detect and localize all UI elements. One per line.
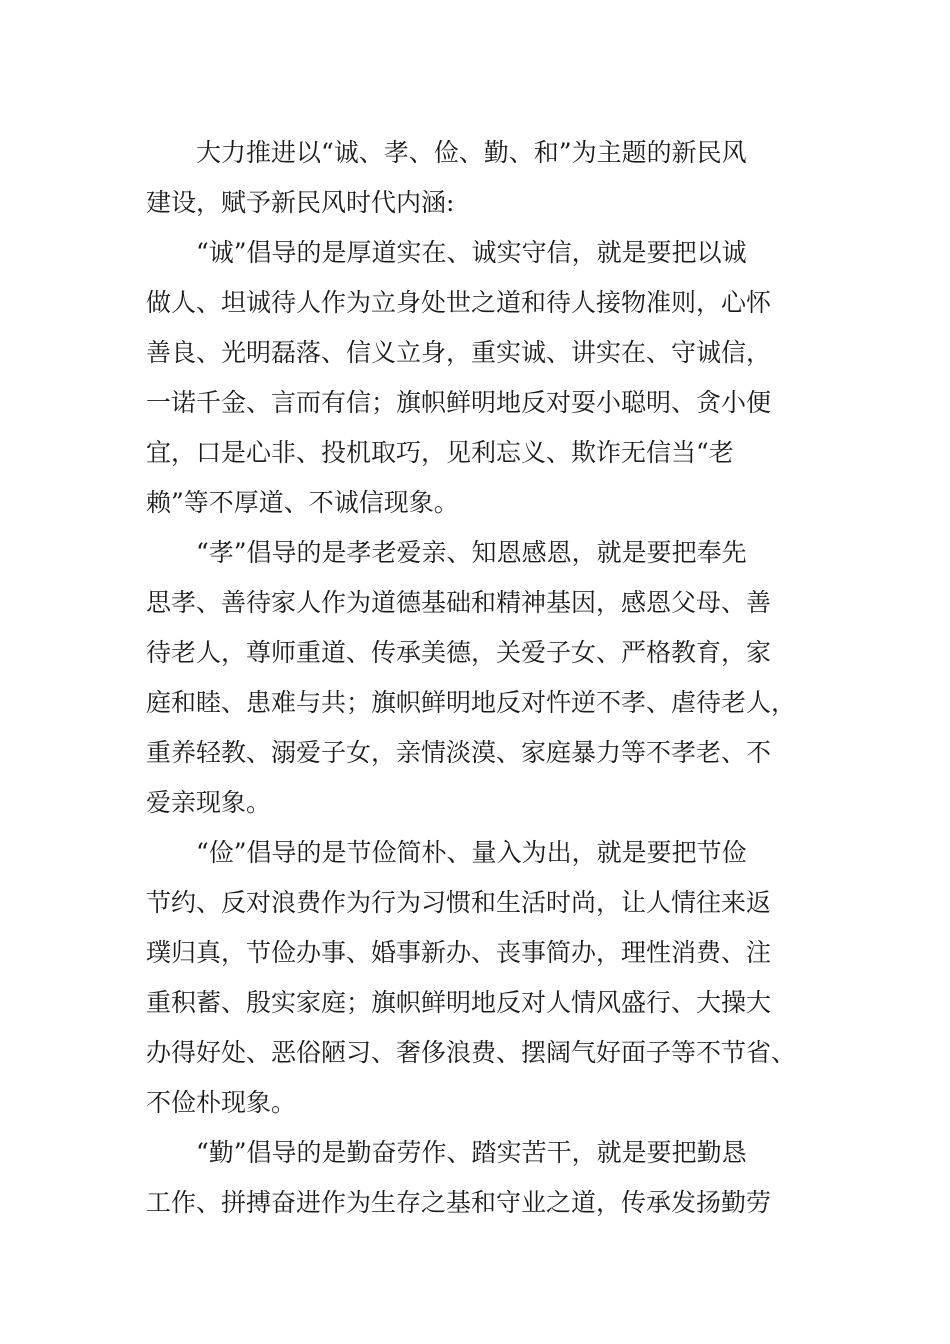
paragraph-jian-line-4: 重积蓄、殷实家庭；旗帜鲜明地反对人情风盛行、大操大 bbox=[146, 988, 772, 1017]
paragraph-jian-line-1: “俭”倡导的是节俭简朴、量入为出，就是要把节俭 bbox=[196, 838, 747, 867]
paragraph-jian-line-5: 办得好处、恶俗陋习、奢侈浪费、摆阔气好面子等不节省、 bbox=[146, 1038, 797, 1067]
paragraph-xiao-line-3: 待老人，尊师重道、传承美德，关爱子女、严格教育，家 bbox=[146, 638, 772, 667]
paragraph-jian-line-2: 节约、反对浪费作为行为习惯和生活时尚，让人情往来返 bbox=[146, 888, 772, 917]
paragraph-jian-line-3: 璞归真，节俭办事、婚事新办、丧事简办，理性消费、注 bbox=[146, 938, 772, 967]
paragraph-cheng-line-2: 做人、坦诚待人作为立身处世之道和待人接物准则，心怀 bbox=[146, 288, 772, 317]
paragraph-qin-line-2: 工作、拼搏奋进作为生存之基和守业之道，传承发扬勤劳 bbox=[146, 1188, 772, 1217]
paragraph-xiao-line-1: “孝”倡导的是孝老爱亲、知恩感恩，就是要把奉先 bbox=[196, 538, 747, 567]
paragraph-xiao-line-2: 思孝、善待家人作为道德基础和精神基因，感恩父母、善 bbox=[146, 588, 772, 617]
paragraph-intro-line-2: 建设，赋予新民风时代内涵: bbox=[146, 188, 455, 217]
paragraph-cheng-line-1: “诚”倡导的是厚道实在、诚实守信，就是要把以诚 bbox=[196, 238, 747, 267]
paragraph-cheng-line-3: 善良、光明磊落、信义立身，重实诚、讲实在、守诚信， bbox=[146, 338, 772, 367]
paragraph-xiao-line-6: 爱亲现象。 bbox=[146, 788, 272, 817]
paragraph-jian-line-6: 不俭朴现象。 bbox=[146, 1088, 297, 1117]
paragraph-xiao-line-5: 重养轻教、溺爱子女，亲情淡漠、家庭暴力等不孝老、不 bbox=[146, 738, 772, 767]
paragraph-qin-line-1: “勤”倡导的是勤奋劳作、踏实苦干，就是要把勤恳 bbox=[196, 1138, 747, 1167]
paragraph-intro-line-1: 大力推进以“诚、孝、俭、勤、和”为主题的新民风 bbox=[196, 138, 747, 167]
paragraph-cheng-line-5: 宜，口是心非、投机取巧，见利忘义、欺诈无信当“老 bbox=[146, 438, 734, 467]
paragraph-cheng-line-6: 赖”等不厚道、不诚信现象。 bbox=[146, 488, 459, 517]
paragraph-xiao-line-4: 庭和睦、患难与共；旗帜鲜明地反对忤逆不孝、虐待老人， bbox=[146, 688, 797, 717]
paragraph-cheng-line-4: 一诺千金、言而有信；旗帜鲜明地反对耍小聪明、贪小便 bbox=[146, 388, 772, 417]
